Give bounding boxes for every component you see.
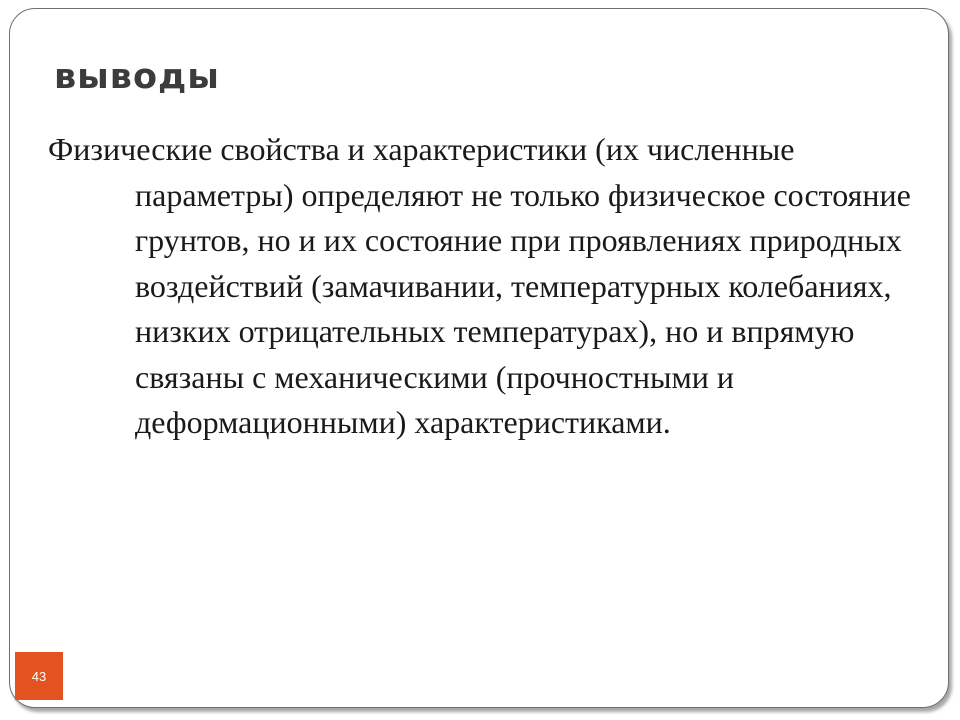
slide-title: выводы — [54, 57, 220, 97]
slide-number-badge: 43 — [15, 652, 63, 700]
slide-frame — [9, 8, 949, 708]
slide-body-text: Физические свойства и характеристики (их численные параметры) определяют не только физическое состояние грунтов, но и их состояние при проявлениях природных воздействий (замачивании, температурных колебаниях, низких отрицательных температурах), но и впрямую связаны с механическими (прочностными и деформационными) характеристиками. — [48, 131, 911, 440]
